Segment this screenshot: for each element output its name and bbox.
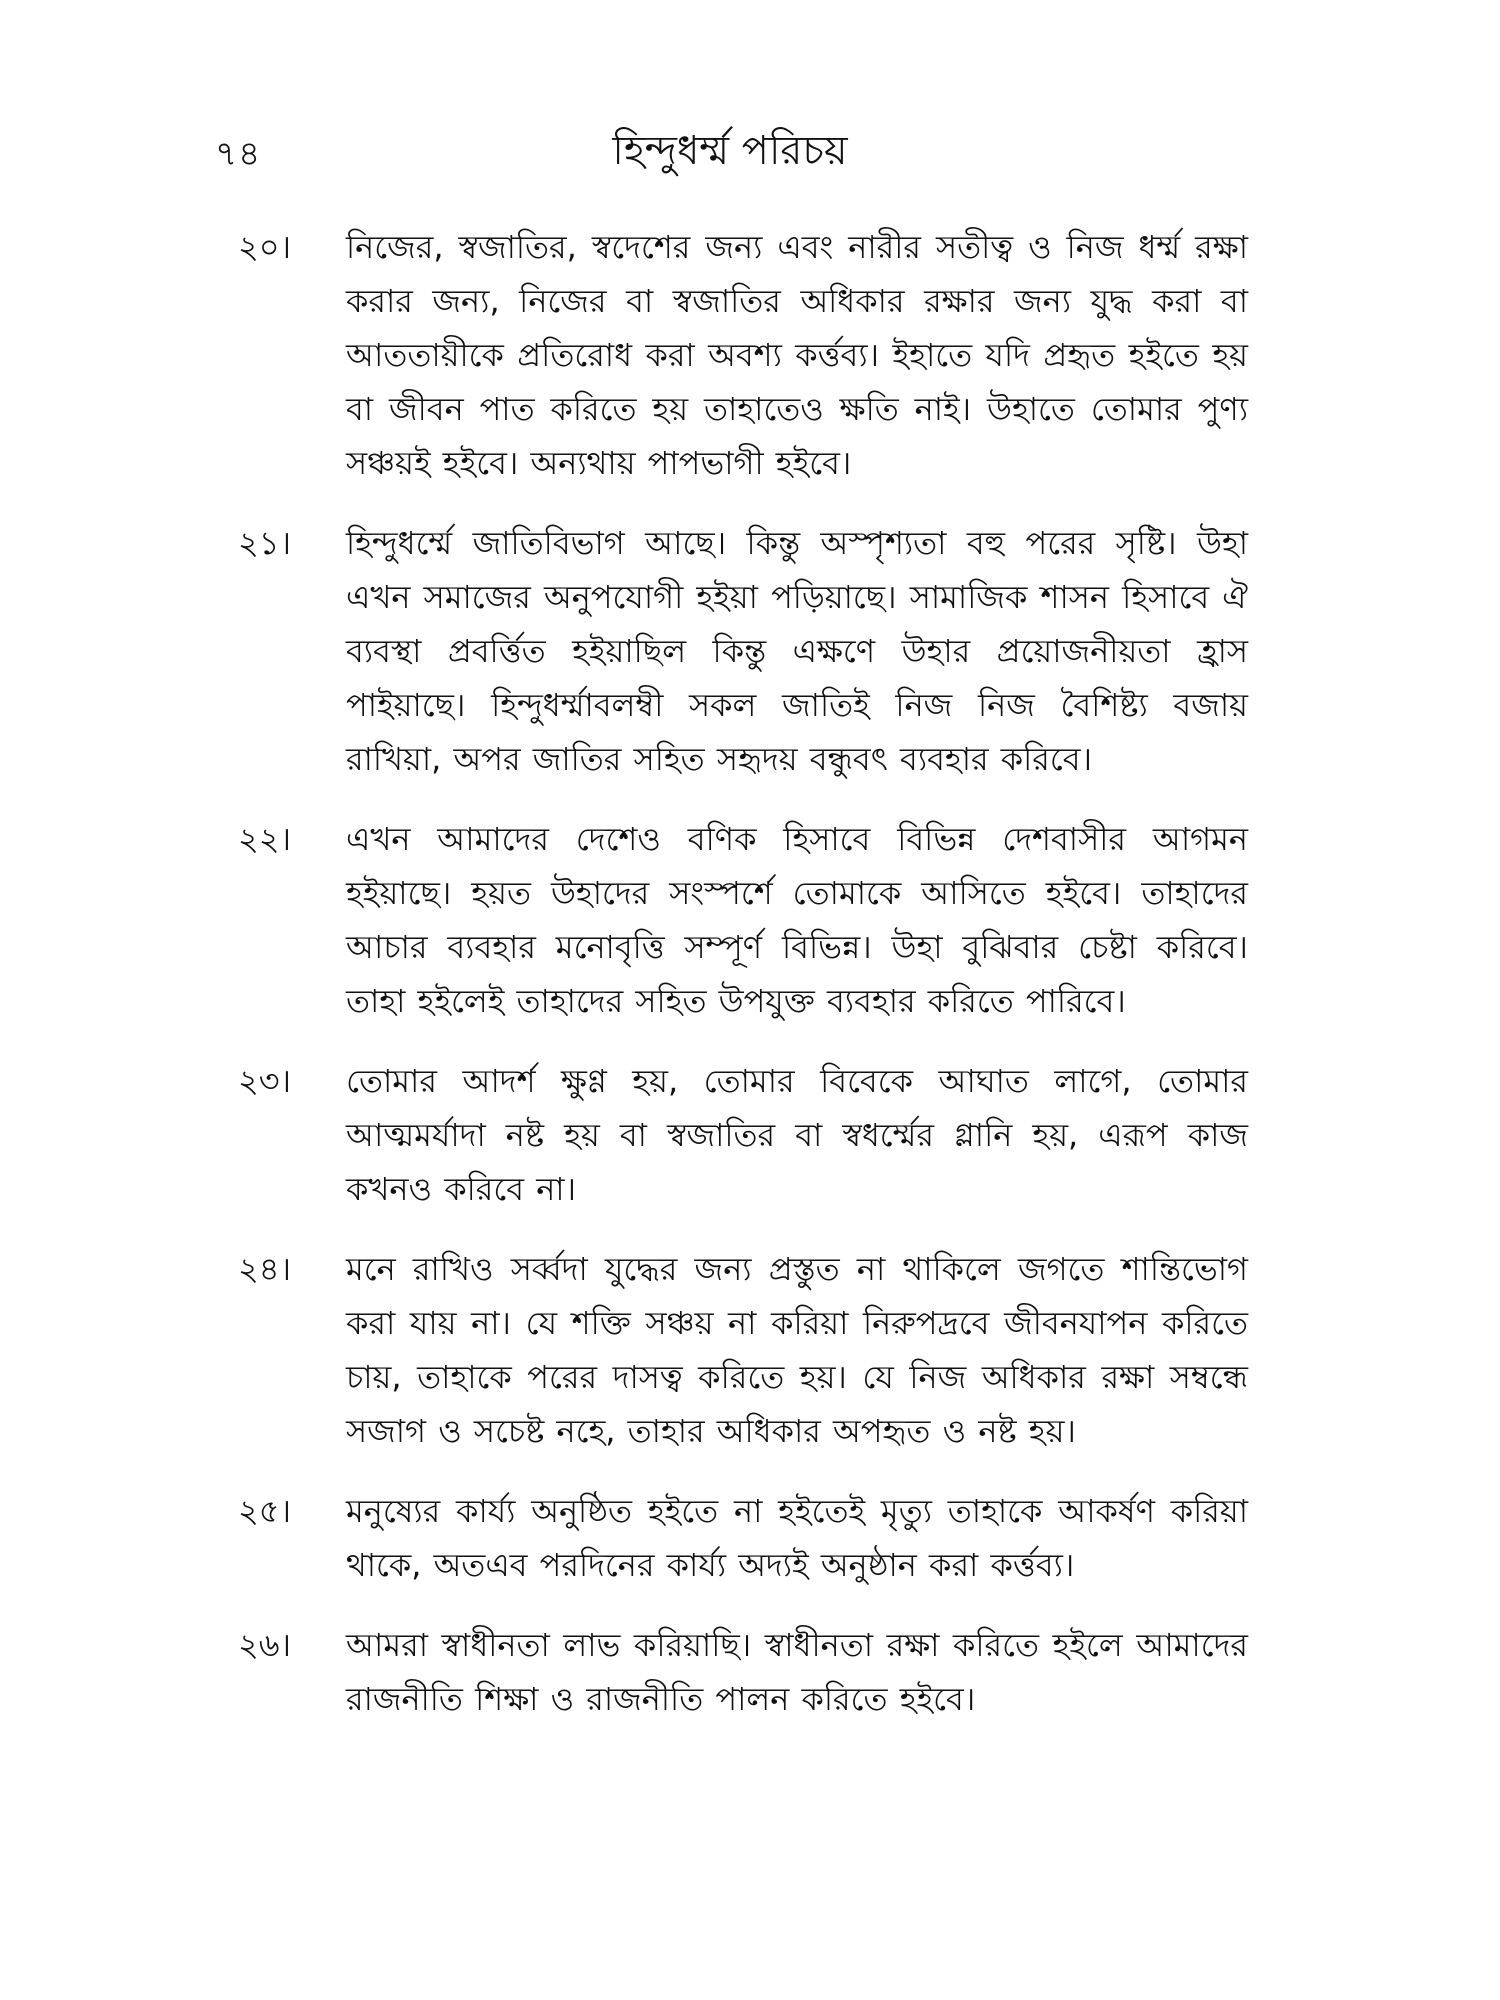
paragraph-text: তোমার আদর্শ ক্ষুণ্ণ হয়, তোমার বিবেকে আঘাত লাগে, তোমার আত্মমর্যাদা নষ্ট হয় বা স্বজাতির বা স্বধর্ম্মের গ্লানি হয়, এরূপ কাজ কখনও করিবে না। bbox=[346, 1062, 1248, 1208]
numbered-paragraphs bbox=[238, 220, 1248, 1752]
page-header bbox=[215, 126, 1245, 186]
paragraph-text: আমরা স্বাধীনতা লাভ করিয়াছি। স্বাধীনতা রক্ষা করিতে হইলে আমাদের রাজনীতি শিক্ষা ও রাজনীতি পালন করিতে হইবে। bbox=[346, 1626, 1248, 1718]
paragraph-text: এখন আমাদের দেশেও বণিক হিসাবে বিভিন্ন দেশবাসীর আগমন হইয়াছে। হয়ত উহাদের সংস্পর্শে তোমাকে আসিতে হইবে। তাহাদের আচার ব্যবহার মনোবৃত্তি সম্পূর্ণ বিভিন্ন। উহা বুঝিবার চেষ্টা করিবে। তাহা হইলেই তাহাদের সহিত উপযুক্ত ব্যবহার করিতে পারিবে। bbox=[346, 820, 1248, 1020]
page-number: ৭৪ bbox=[215, 134, 262, 174]
paragraph-number: ২৪। bbox=[238, 1250, 292, 1288]
paragraph-text: হিন্দুধর্ম্মে জাতিবিভাগ আছে। কিন্তু অস্পৃশ্যতা বহু পরের সৃষ্টি। উহা এখন সমাজের অনুপযোগী হইয়া পড়িয়াছে। সামাজিক শাসন হিসাবে ঐ ব্যবস্থা প্রবর্ত্তিত হইয়াছিল কিন্তু এক্ষণে উহার প্রয়োজনীয়তা হ্রাস পাইয়াছে। হিন্দুধর্ম্মাবলম্বী সকল জাতিই নিজ নিজ বৈশিষ্ট্য বজায় রাখিয়া, অপর জাতির সহিত সহৃদয় বন্ধুবৎ ব্যবহার করিবে। bbox=[346, 524, 1248, 778]
running-title: হিন্দুধর্ম্ম পরিচয় bbox=[612, 128, 848, 174]
paragraph-text: মনে রাখিও সর্ব্বদা যুদ্ধের জন্য প্রস্তুত না থাকিলে জগতে শান্তিভোগ করা যায় না। যে শক্তি সঞ্চয় না করিয়া নিরুপদ্রবে জীবনযাপন করিতে চায়, তাহাকে পরের দাসত্ব করিতে হয়। যে নিজ অধিকার রক্ষা সম্বন্ধে সজাগ ও সচেষ্ট নহে, তাহার অধিকার অপহৃত ও নষ্ট হয়। bbox=[346, 1250, 1248, 1450]
paragraph-number: ২১। bbox=[238, 524, 292, 562]
paragraph-item-25 bbox=[238, 1484, 1248, 1592]
paragraph-item-26 bbox=[238, 1618, 1248, 1726]
paragraph-number: ২০। bbox=[238, 228, 292, 266]
paragraph-number: ২২। bbox=[238, 820, 292, 858]
paragraph-item-21 bbox=[238, 516, 1248, 786]
paragraph-number: ২৫। bbox=[238, 1492, 292, 1530]
paragraph-text: মনুষ্যের কার্য্য অনুষ্ঠিত হইতে না হইতেই মৃত্যু তাহাকে আকর্ষণ করিয়া থাকে, অতএব পরদিনের কার্য্য অদ্যই অনুষ্ঠান করা কর্ত্তব্য। bbox=[346, 1492, 1248, 1584]
paragraph-item-24 bbox=[238, 1242, 1248, 1458]
paragraph-item-22 bbox=[238, 812, 1248, 1028]
paragraph-number: ২৬। bbox=[238, 1626, 292, 1664]
paragraph-text: নিজের, স্বজাতির, স্বদেশের জন্য এবং নারীর সতীত্ব ও নিজ ধর্ম্ম রক্ষা করার জন্য, নিজের বা স্বজাতির অধিকার রক্ষার জন্য যুদ্ধ করা বা আততায়ীকে প্রতিরোধ করা অবশ্য কর্ত্তব্য। ইহাতে যদি প্রহৃত হইতে হয় বা জীবন পাত করিতে হয় তাহাতেও ক্ষতি নাই। উহাতে তোমার পুণ্য সঞ্চয়ই হইবে। অন্যথায় পাপভাগী হইবে। bbox=[346, 228, 1248, 482]
paragraph-number: ২৩। bbox=[238, 1062, 292, 1100]
paragraph-item-23 bbox=[238, 1054, 1248, 1216]
paragraph-item-20 bbox=[238, 220, 1248, 490]
